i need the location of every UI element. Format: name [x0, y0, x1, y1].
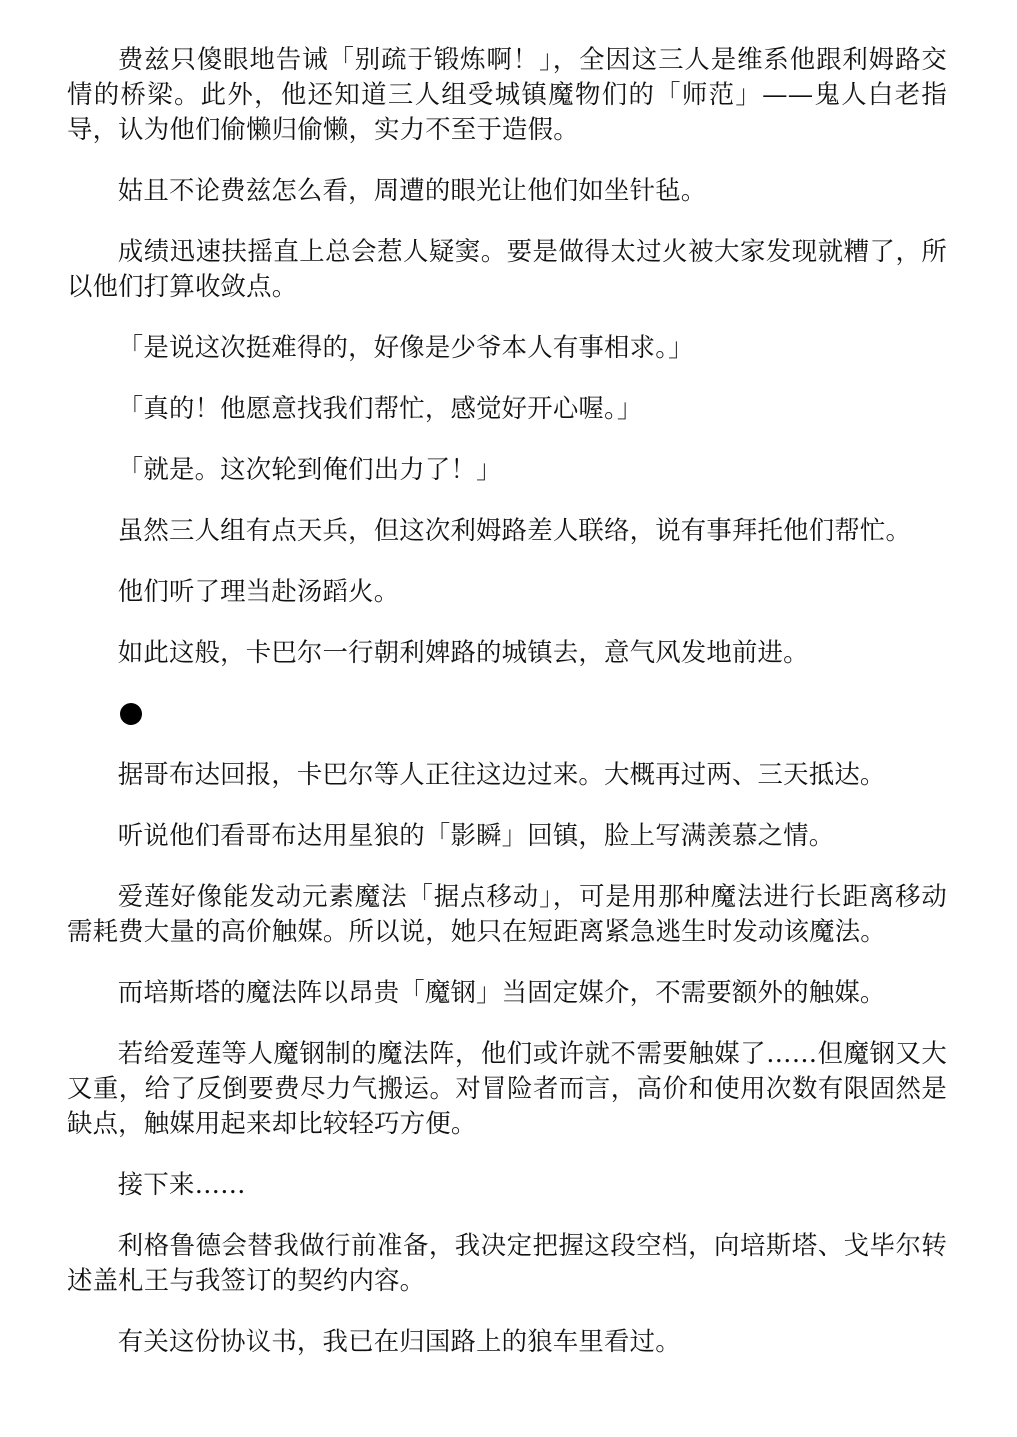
paragraph-8: 他们听了理当赴汤蹈火。 — [117, 576, 400, 606]
paragraph-10: 据哥布达回报，卡巴尔等人正往这边过来。大概再过两、三天抵达。 — [117, 759, 886, 789]
paragraph-1: 费兹只傻眼地告诫「别疏于锻炼啊！」，全因这三人是维系他跟利姆路交情的桥梁。此外，他还知道三人组受城镇魔物们的「师范」——鬼人白老指导，认为他们偷懒归偷懒，实力不至于造假。 — [67, 44, 947, 144]
paragraph-17: 有关这份协议书，我已在归国路上的狼车里看过。 — [117, 1326, 681, 1356]
document-page — [67, 42, 947, 1385]
paragraph-7: 虽然三人组有点天兵，但这次利姆路差人联络，说有事拜托他们帮忙。 — [117, 515, 912, 545]
paragraph-13: 而培斯塔的魔法阵以昂贵「魔钢」当固定媒介，不需要额外的触媒。 — [117, 977, 886, 1007]
paragraph-6: 「就是。这次轮到俺们出力了！」 — [117, 454, 502, 484]
filled-circle-icon — [120, 703, 142, 725]
paragraph-15: 接下来…… — [117, 1169, 246, 1199]
paragraph-16: 利格鲁德会替我做行前准备，我决定把握这段空档，向培斯塔、戈毕尔转述盖札王与我签订的契约内容。 — [67, 1230, 947, 1295]
paragraph-2: 姑且不论费兹怎么看，周遭的眼光让他们如坐针毡。 — [117, 175, 707, 205]
paragraph-12: 爱莲好像能发动元素魔法「据点移动」，可是用那种魔法进行长距离移动需耗费大量的高价触媒。所以说，她只在短距离紧急逃生时发动该魔法。 — [67, 881, 947, 946]
paragraph-14: 若给爱莲等人魔钢制的魔法阵，他们或许就不需要触媒了……但魔钢又大又重，给了反倒要费尽力气搬运。对冒险者而言，高价和使用次数有限固然是缺点，触媒用起来却比较轻巧方便。 — [67, 1038, 947, 1138]
paragraph-11: 听说他们看哥布达用星狼的「影瞬」回镇，脸上写满羡慕之情。 — [117, 820, 835, 850]
paragraph-5: 「真的！他愿意找我们帮忙，感觉好开心喔。」 — [117, 393, 643, 423]
paragraph-9: 如此这般，卡巴尔一行朝利婢路的城镇去，意气风发地前进。 — [117, 637, 809, 667]
paragraph-3: 成绩迅速扶摇直上总会惹人疑窦。要是做得太过火被大家发现就糟了，所以他们打算收敛点。 — [67, 236, 947, 301]
paragraph-4: 「是说这次挺难得的，好像是少爷本人有事相求。」 — [117, 332, 694, 362]
section-separator — [67, 696, 947, 731]
